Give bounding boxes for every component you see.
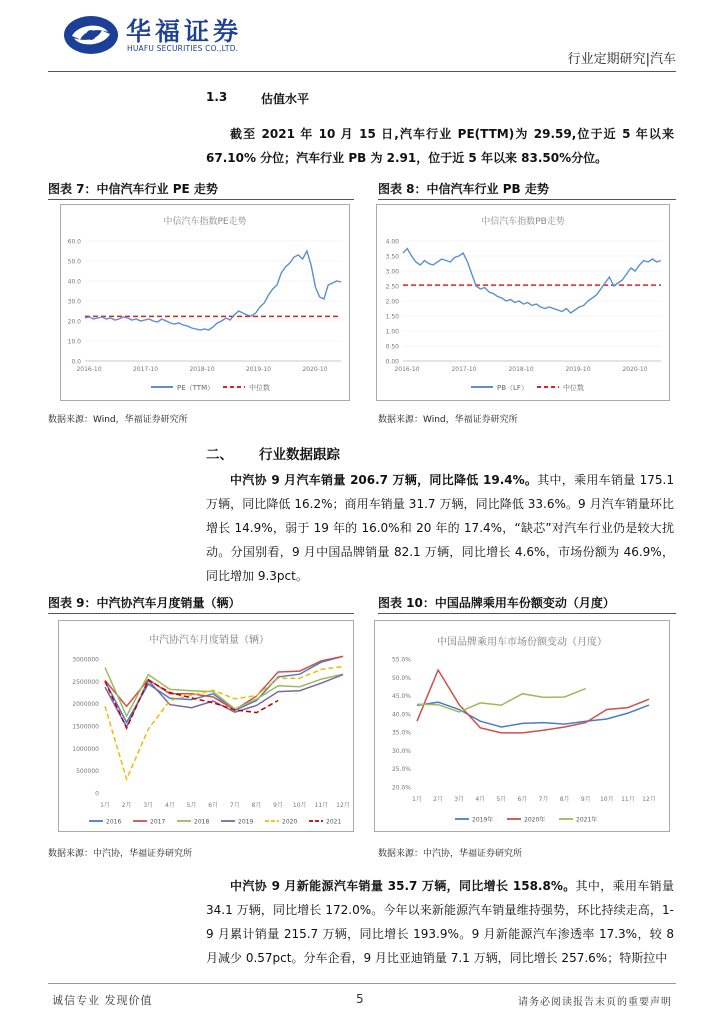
pb-x-tick: 2019-10 (565, 366, 591, 373)
pe-x-tick: 2017-10 (132, 366, 159, 373)
fig10-chart (374, 620, 670, 832)
sales-y-tick: 3000000 (72, 656, 99, 664)
sales-x-tick: 7月 (229, 802, 240, 809)
pb-chart-title: 中信汽车指数PB走势 (481, 217, 565, 227)
sales-x-axis (100, 801, 350, 809)
pe-legend (151, 383, 270, 392)
pe-x-tick: 2016-10 (76, 366, 102, 373)
share-x-tick: 6月 (517, 796, 528, 803)
pb-y-tick: 4.00 (385, 238, 399, 246)
pb-x-tick: 2020-10 (622, 366, 648, 373)
pe-x-tick: 2018-10 (189, 366, 215, 373)
pb-x-axis (394, 366, 647, 373)
share-legend-label: 2020年 (524, 816, 546, 824)
pb-legend-median: 中位数 (563, 384, 584, 392)
fig8-source: 数据来源：Wind，华福证券研究所 (378, 415, 518, 425)
pe-chart-svg (61, 205, 349, 400)
pe-legend-series: PE（TTM） (177, 384, 215, 392)
share-legend-label: 2019年 (472, 816, 494, 824)
fig9-divider (48, 613, 354, 614)
pb-y-tick: 3.50 (385, 253, 399, 261)
pe-x-tick: 2019-10 (245, 366, 272, 373)
sales-chart-title: 中汽协汽车月度销量（辆） (149, 635, 269, 646)
pb-series-line (403, 249, 661, 314)
share-x-tick: 5月 (496, 796, 507, 803)
fig9-source: 数据来源：中汽协，华福证券研究所 (48, 849, 193, 859)
sales-x-tick: 8月 (251, 802, 262, 809)
fig8-label: 图表 8：中信汽车行业 PB 走势 (378, 182, 549, 196)
pb-y-tick: 3.00 (385, 268, 399, 276)
sales-legend-label: 2019 (238, 818, 254, 826)
share-x-tick: 2月 (433, 796, 444, 803)
sales-x-tick: 1月 (100, 802, 110, 809)
share-x-tick: 4月 (475, 796, 486, 803)
sales-x-tick: 12月 (336, 802, 350, 809)
huafu-logo-icon (62, 14, 120, 56)
sales-body: 其中，乘用车销量 175.1 万辆，同比降低 16.2%；商用车销量 31.7 万辆，同比降低 33.6%。9 月汽车销量环比增长 14.9%，弱于 19 年的 16.0%和 20 年的 17.4%，“缺芯”对汽车行业仍是较大扰动。分国别看，9 月中国品牌销量 82.1 万辆，同比增长 4.6%，市场份额为 46.9%，同比增加 9.3pct。 (206, 473, 675, 583)
section2-title: 行业数据跟踪 (259, 447, 340, 463)
sales-legend (89, 819, 341, 826)
sales-paragraph (206, 468, 674, 588)
pe-chart-title: 中信汽车指数PE走势 (163, 217, 247, 227)
pb-y-axis (386, 239, 661, 366)
pb-y-tick: 0.00 (385, 358, 399, 366)
pb-y-tick: 0.50 (385, 343, 399, 351)
pb-x-tick: 2017-10 (451, 366, 477, 373)
pb-legend (471, 383, 584, 392)
sales-x-tick: 2月 (121, 802, 132, 809)
footer-slogan: 诚信专业 发现价值 (52, 994, 153, 1007)
sales-legend-label: 2020 (282, 818, 298, 826)
fig8-chart (376, 204, 670, 401)
share-y-tick: 55.0% (391, 656, 411, 664)
share-legend-label: 2021年 (576, 816, 598, 824)
section-number: 1.3 (206, 90, 228, 104)
sales-legend-label: 2021 (326, 818, 342, 826)
pe-y-axis (68, 239, 341, 366)
share-x-tick: 11月 (621, 796, 635, 803)
page-number: 5 (356, 992, 364, 1006)
sales-x-tick: 3月 (143, 802, 154, 809)
share-x-tick: 1月 (412, 796, 422, 803)
share-x-tick: 7月 (538, 796, 549, 803)
pb-x-tick: 2018-10 (508, 366, 534, 373)
sales-lead: 中汽协 9 月汽车销量 206.7 万辆，同比降低 19.4%。 (230, 473, 538, 487)
share-y-tick: 25.0% (391, 766, 411, 774)
section2-number: 二、 (206, 447, 233, 463)
sales-chart-svg (59, 621, 353, 831)
valuation-paragraph (206, 122, 674, 170)
report-type: 行业定期研究|汽车 (567, 52, 676, 67)
fig7-source: 数据来源：Wind，华福证券研究所 (48, 415, 188, 425)
sales-y-tick: 2500000 (72, 678, 99, 686)
pb-y-tick: 1.00 (385, 328, 399, 336)
sales-series-2021 (105, 680, 278, 728)
share-legend (455, 816, 597, 824)
sales-x-tick: 10月 (292, 802, 307, 809)
sales-y-tick: 0 (95, 790, 99, 798)
fig9-label: 图表 9：中汽协汽车月度销量（辆） (48, 596, 241, 610)
share-chart-title: 中国品牌乘用车市场份额变动（月度） (437, 637, 607, 648)
share-x-tick: 12月 (642, 796, 656, 803)
sales-y-tick: 1000000 (72, 745, 99, 753)
pb-chart-svg (377, 205, 669, 400)
pb-y-tick: 2.00 (385, 298, 399, 306)
pb-y-tick: 2.50 (385, 283, 399, 291)
pe-y-tick: 10.0 (67, 338, 81, 346)
sales-y-tick: 500000 (76, 768, 99, 776)
share-y-tick: 30.0% (391, 747, 411, 755)
pe-series-line (85, 251, 341, 330)
header-divider (48, 71, 676, 72)
share-series-2021年 (417, 689, 586, 712)
footer-divider (48, 983, 676, 984)
sales-x-tick: 4月 (164, 802, 175, 809)
fig7-chart (60, 204, 350, 401)
share-series-group (417, 670, 649, 733)
pe-y-tick: 20.0 (67, 318, 81, 326)
share-y-tick: 50.0% (391, 674, 411, 682)
nev-body: 其中，乘用车销量 34.1 万辆，同比增长 172.0%。今年以来新能源汽车销量维持强势，环比持续走高，1-9 月累计销量 215.7 万辆，同比增长 193.9%。9 月新能源汽车渗透率 17.3%，较 8 月减少 0.57pct。分车企看，9 月比亚迪销量 7.1 万辆，同比增长 257.6%；特斯拉中 (206, 879, 674, 965)
fig8-divider (378, 199, 676, 200)
share-y-tick: 40.0% (391, 711, 411, 719)
sales-legend-label: 2016 (106, 818, 122, 826)
company-logo-english: HUAFU SECURITIES CO.,LTD. (127, 44, 239, 53)
pb-y-tick: 1.50 (385, 313, 399, 321)
share-y-axis (392, 657, 411, 792)
fig10-label: 图表 10：中国品牌乘用车份额变动（月度） (378, 596, 615, 610)
pe-y-tick: 40.0 (67, 278, 81, 286)
sales-legend-label: 2017 (150, 818, 166, 826)
sales-x-tick: 6月 (208, 802, 219, 809)
share-x-axis (412, 795, 656, 803)
footer-disclaimer: 请务必阅读报告末页的重要声明 (518, 997, 672, 1008)
pb-x-tick: 2016-10 (394, 366, 420, 373)
sales-x-tick: 11月 (314, 802, 329, 809)
company-logo-text: 华福证券 (126, 17, 243, 46)
pe-x-axis (76, 366, 327, 373)
nev-lead: 中汽协 9 月新能源汽车销量 35.7 万辆，同比增长 158.8%。 (230, 879, 576, 893)
sales-y-tick: 2000000 (72, 701, 99, 709)
fig7-label: 图表 7：中信汽车行业 PE 走势 (48, 182, 218, 196)
share-y-tick: 45.0% (391, 693, 411, 701)
pe-y-tick: 30.0 (67, 298, 81, 306)
sales-x-tick: 9月 (273, 802, 284, 809)
share-y-tick: 35.0% (391, 729, 411, 737)
fig7-divider (48, 199, 354, 200)
valuation-text: 截至 2021 年 10 月 15 日,汽车行业 PE(TTM)为 29.59,位于近 5 年以来 67.10% 分位；汽车行业 PB 为 2.91，位于近 5 年以来 83.50%分位。 (206, 127, 674, 165)
fig10-source: 数据来源：中汽协，华福证券研究所 (378, 849, 523, 859)
share-x-tick: 8月 (559, 796, 570, 803)
share-x-tick: 10月 (599, 796, 614, 803)
pe-legend-median: 中位数 (249, 384, 270, 392)
pe-y-tick: 0.0 (71, 358, 81, 366)
sales-x-tick: 5月 (186, 802, 197, 809)
pb-legend-series: PB（LF） (497, 384, 528, 392)
nev-paragraph (206, 874, 674, 970)
sales-y-tick: 1500000 (72, 723, 99, 731)
pe-y-tick: 60.0 (67, 238, 81, 246)
share-series-2019年 (417, 702, 649, 727)
sales-legend-label: 2018 (194, 818, 210, 826)
fig10-divider (378, 613, 676, 614)
pe-y-tick: 50.0 (67, 258, 81, 266)
share-y-tick: 20.0% (391, 784, 411, 792)
share-x-tick: 3月 (454, 796, 465, 803)
section-title: 估值水平 (261, 92, 310, 106)
share-chart-svg (375, 621, 669, 831)
sales-y-axis (72, 657, 99, 798)
pe-x-tick: 2020-10 (302, 366, 328, 373)
sales-series-group (105, 656, 343, 779)
share-x-tick: 9月 (580, 796, 591, 803)
fig9-chart (58, 620, 354, 832)
